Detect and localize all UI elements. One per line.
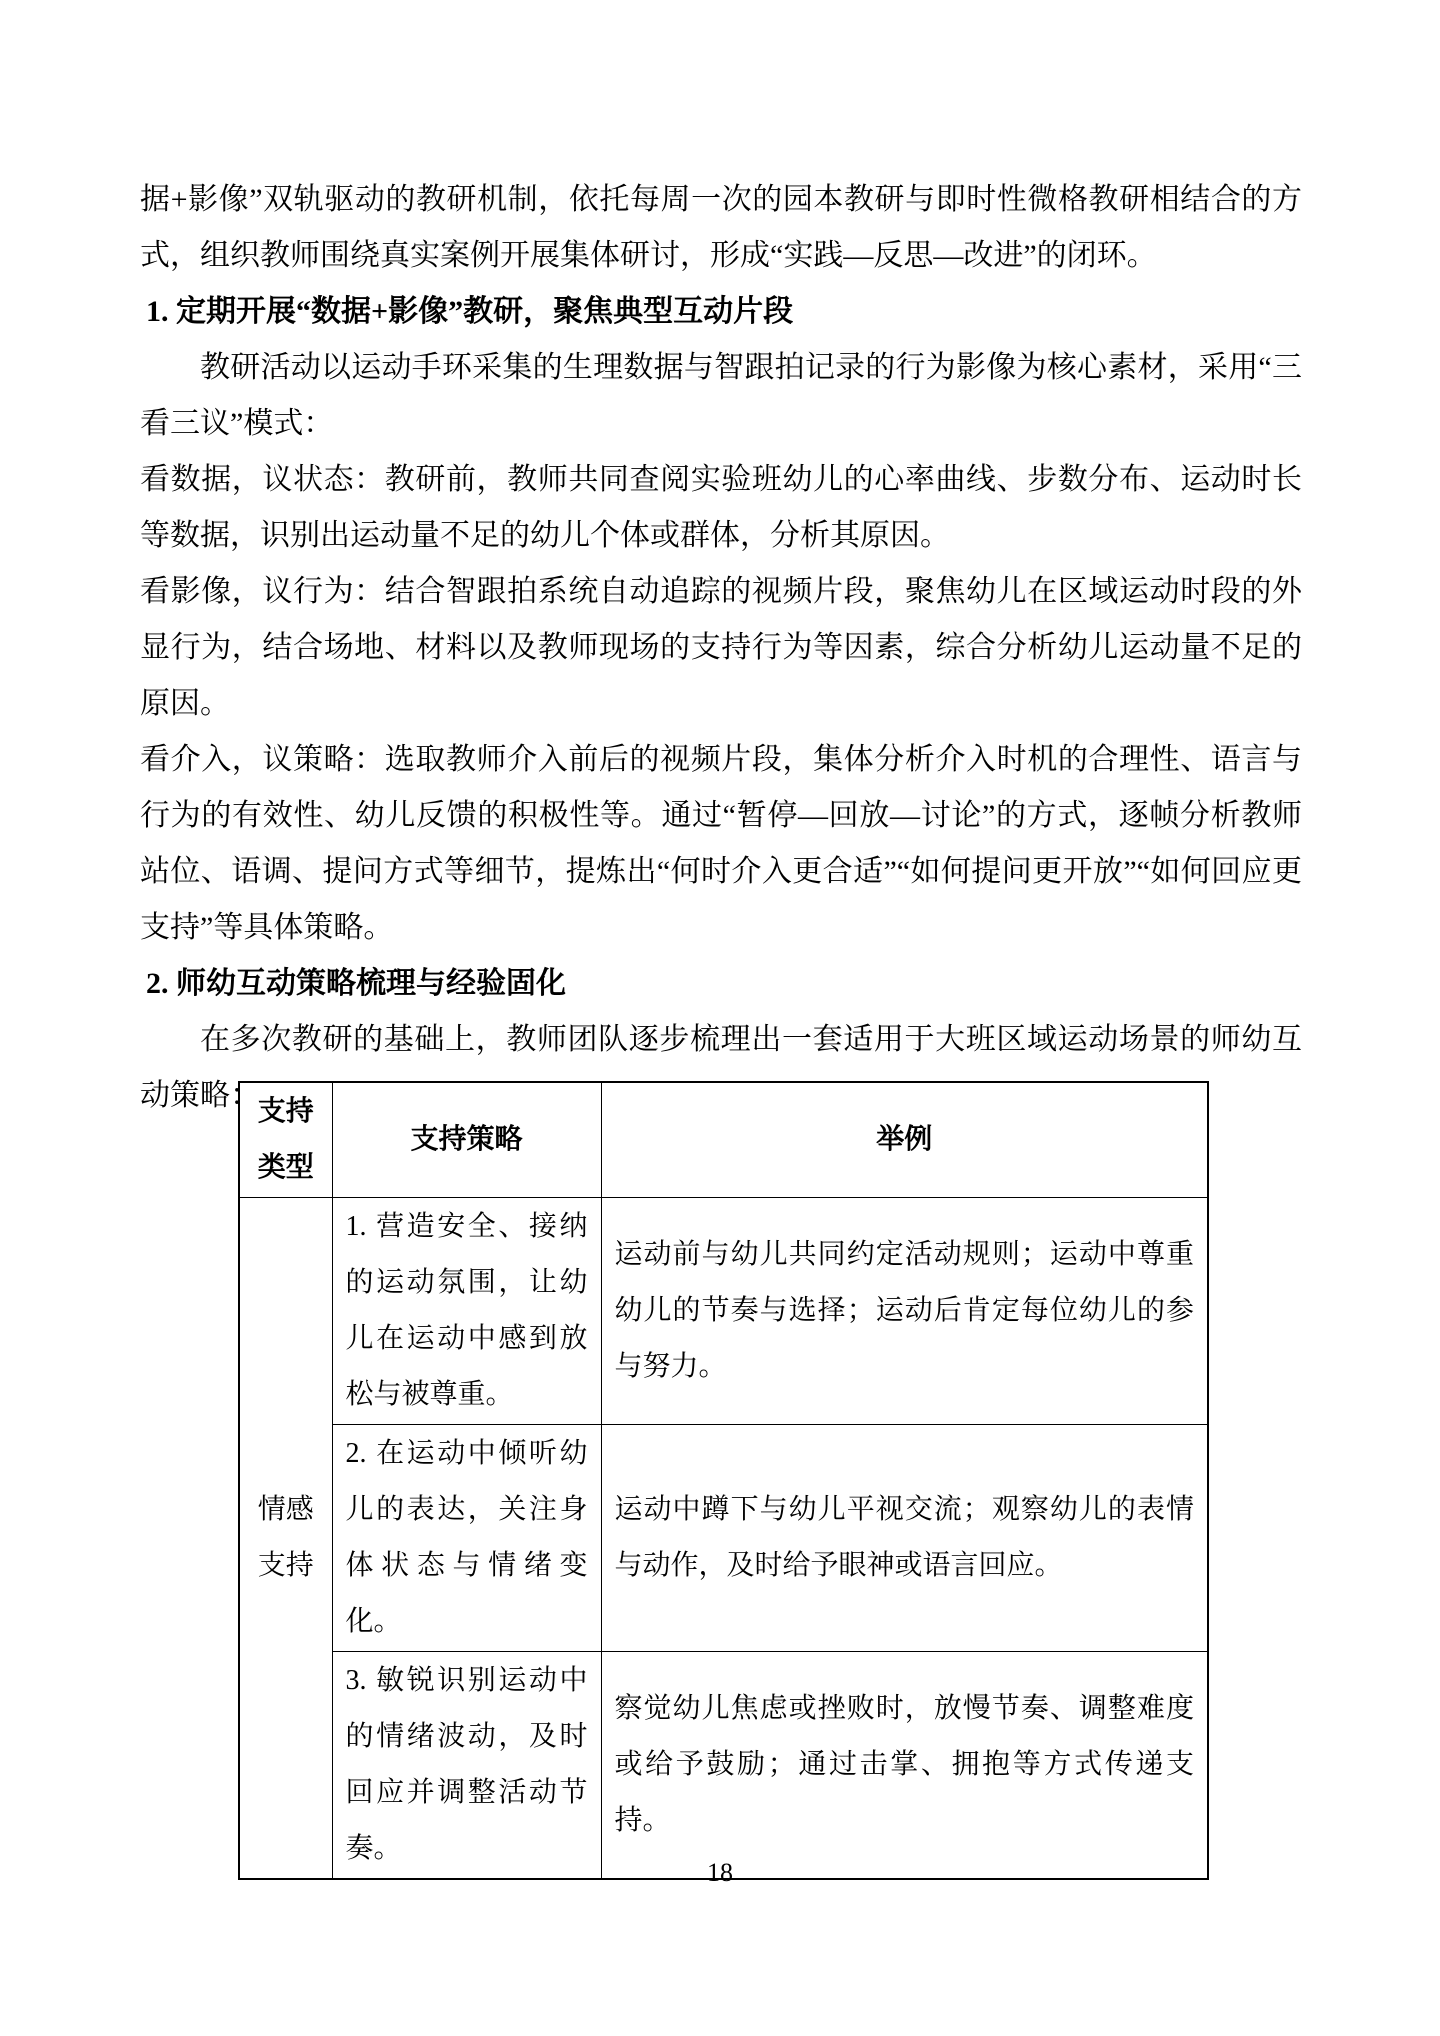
support-strategy-table: [238, 1081, 1209, 1880]
table-row-2: [239, 1425, 1208, 1652]
paragraph-look-intervention: 看介入，议策略：选取教师介入前后的视频片段，集体分析介入时机的合理性、语言与行为的有效性、幼儿反馈的积极性等。通过“暂停—回放—讨论”的方式，逐帧分析教师站位、语调、提问方式等细节，提炼出“何时介入更合适”“如何提问更开放”“如何回应更支持”等具体策略。: [140, 743, 1302, 944]
cell-strategy-2: 2. 在运动中倾听幼儿的表达，关注身体状态与情绪变化。: [332, 1425, 601, 1652]
cell-strategy-3: 3. 敏锐识别运动中的情绪波动，及时回应并调整活动节奏。: [332, 1652, 601, 1880]
col-header-support-type: 支持类型: [239, 1082, 332, 1198]
col-header-example: 举例: [601, 1082, 1208, 1198]
table-row-3: [239, 1652, 1208, 1880]
page-number: 18: [707, 1858, 733, 1887]
col-header-strategy: 支持策略: [332, 1082, 601, 1198]
table-header-row: [239, 1082, 1208, 1198]
cell-example-1: 运动前与幼儿共同约定活动规则；运动中尊重幼儿的节奏与选择；运动后肯定每位幼儿的参与努力。: [601, 1198, 1208, 1425]
section1-intro-paragraph: 教研活动以运动手环采集的生理数据与智跟拍记录的行为影像为核心素材，采用“三看三议”模式：: [140, 351, 1302, 440]
cell-category-emotional-support: 情感支持: [239, 1198, 332, 1880]
paragraph-look-video: 看影像，议行为：结合智跟拍系统自动追踪的视频片段，聚焦幼儿在区域运动时段的外显行为，结合场地、材料以及教师现场的支持行为等因素，综合分析幼儿运动量不足的原因。: [140, 575, 1302, 720]
section2-intro-paragraph: 在多次教研的基础上，教师团队逐步梳理出一套适用于大班区域运动场景的师幼互动策略：: [140, 1023, 1302, 1112]
main-text-block: [140, 172, 1302, 1124]
cell-example-3: 察觉幼儿焦虑或挫败时，放慢节奏、调整难度或给予鼓励；通过击掌、拥抱等方式传递支持。: [601, 1652, 1208, 1880]
cell-strategy-1: 1. 营造安全、接纳的运动氛围，让幼儿在运动中感到放松与被尊重。: [332, 1198, 601, 1425]
paragraph-look-data: 看数据，议状态：教研前，教师共同查阅实验班幼儿的心率曲线、步数分布、运动时长等数据，识别出运动量不足的幼儿个体或群体，分析其原因。: [140, 463, 1302, 552]
table-row-1: [239, 1198, 1208, 1425]
cell-example-2: 运动中蹲下与幼儿平视交流；观察幼儿的表情与动作，及时给予眼神或语言回应。: [601, 1425, 1208, 1652]
paragraph-intro-continuation: 据+影像”双轨驱动的教研机制，依托每周一次的园本教研与即时性微格教研相结合的方式，组织教师围绕真实案例开展集体研讨，形成“实践—反思—改进”的闭环。: [140, 183, 1302, 272]
section1-heading: 1. 定期开展“数据+影像”教研，聚焦典型互动片段: [146, 295, 794, 328]
section2-heading: 2. 师幼互动策略梳理与经验固化: [146, 967, 566, 1000]
